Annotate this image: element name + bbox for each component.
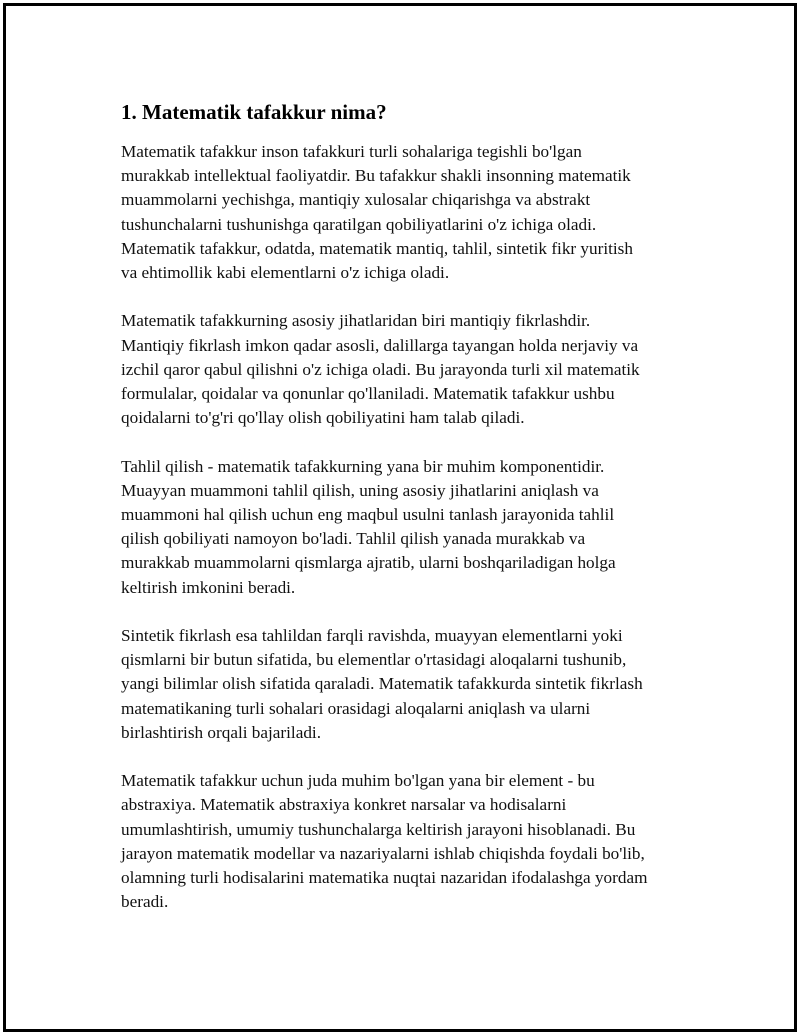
text-line: qoidalarni to'g'ri qo'llay olish qobiliyatini ham talab qiladi. [121, 408, 525, 428]
paragraph [121, 769, 701, 914]
page-frame [3, 3, 797, 1032]
text-line: Matematik tafakkur inson tafakkuri turli sohalariga tegishli bo'lgan [121, 142, 582, 161]
text-line: Muayyan muammoni tahlil qilish, uning asosiy jihatlarini aniqlash va [121, 480, 599, 500]
paragraph [121, 455, 701, 600]
text-line: birlashtirish orqali bajariladi. [121, 722, 321, 742]
text-line: murakkab intellektual faoliyatdir. Bu tafakkur shakli insonning matematik [121, 166, 631, 186]
text-line: umumlashtirish, umumiy tushunchalarga keltirish jarayoni hisoblanadi. Bu [121, 819, 636, 839]
text-line: yangi bilimlar olish sifatida qaraladi. Matematik tafakkurda sintetik fikrlash [121, 674, 643, 694]
text-line: Mantiqiy fikrlash imkon qadar asosli, dalillarga tayangan holda nerjaviy va [121, 335, 639, 355]
text-line: Matematik tafakkur uchun juda muhim bo'lgan yana bir element - bu [121, 771, 595, 791]
section-heading: 1. Matematik tafakkur nima? [121, 100, 387, 124]
paragraph-container [121, 140, 701, 914]
text-line: qilish qobiliyati namoyon bo'ladi. Tahlil qilish yanada murakkab va [121, 529, 586, 549]
text-line: Matematik tafakkur, odatda, matematik mantiq, tahlil, sintetik fikr yuritish [121, 238, 633, 258]
text-line: formulalar, qoidalar va qonunlar qo'llaniladi. Matematik tafakkur ushbu [121, 384, 615, 404]
paragraph [121, 140, 701, 285]
text-line: va ehtimollik kabi elementlarni o'z ichiga oladi. [121, 263, 450, 283]
document-body [121, 98, 701, 939]
text-line: muammoni hal qilish uchun eng maqbul usulni tanlash jarayonida tahlil [121, 505, 615, 525]
paragraph [121, 624, 701, 745]
text-line: qismlarni bir butun sifatida, bu elementlar o'rtasidagi aloqalarni tushunib, [121, 650, 627, 670]
text-line: murakkab muammolarni qismlarga ajratib, ularni boshqariladigan holga [121, 553, 616, 573]
text-line: Matematik tafakkurning asosiy jihatlaridan biri mantiqiy fikrlashdir. [121, 311, 591, 331]
text-line: izchil qaror qabul qilishni o'z ichiga oladi. Bu jarayonda turli xil matematik [121, 359, 640, 379]
text-line: muammolarni yechishga, mantiqiy xulosalar chiqarishga va abstrakt [121, 190, 591, 210]
paragraph [121, 309, 701, 430]
text-line: beradi. [121, 892, 169, 912]
text-line: tushunchalarni tushunishga qaratilgan qobiliyatlarini o'z ichiga oladi. [121, 214, 597, 234]
text-line: olamning turli hodisalarini matematika nuqtai nazaridan ifodalashga yordam [121, 868, 648, 888]
text-line: matematikaning turli sohalari orasidagi aloqalarni aniqlash va ularni [121, 698, 591, 718]
text-line: Tahlil qilish - matematik tafakkurning yana bir muhim komponentidir. [121, 456, 605, 476]
text-line: abstraxiya. Matematik abstraxiya konkret narsalar va hodisalarni [121, 795, 567, 815]
text-line: keltirish imkonini beradi. [121, 577, 296, 597]
text-line: Sintetik fikrlash esa tahlildan farqli ravishda, muayyan elementlarni yoki [121, 626, 623, 646]
text-line: jarayon matematik modellar va nazariyalarni ishlab chiqishda foydali bo'lib, [121, 843, 645, 863]
